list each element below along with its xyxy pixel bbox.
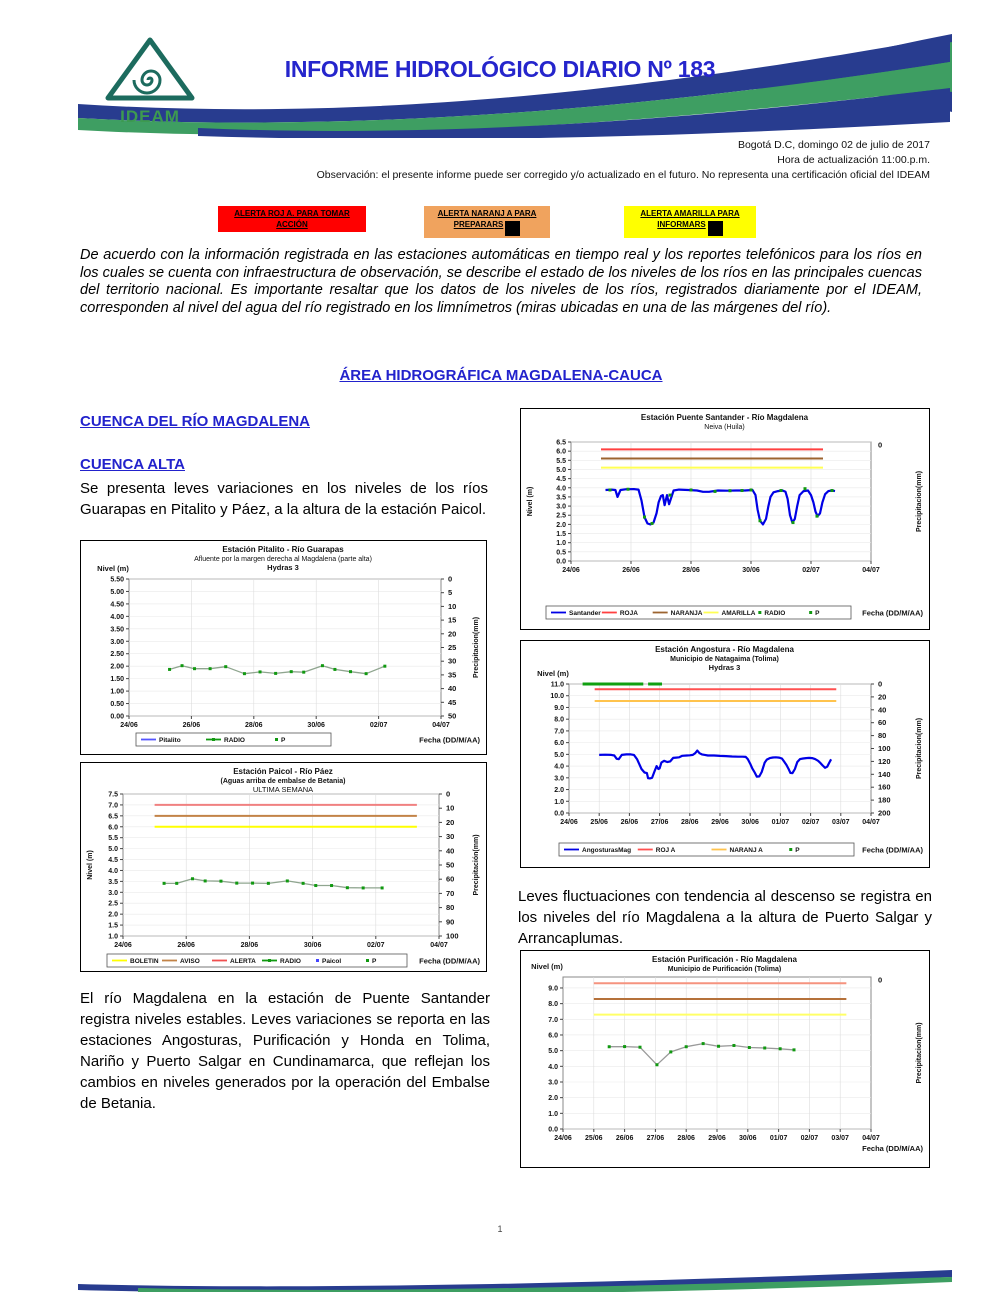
y-tick-label: 6.0 <box>108 824 118 832</box>
x-tick-label: 02/07 <box>800 1135 819 1142</box>
x-axis-label: Fecha (DD/M/AA) <box>862 608 923 618</box>
meta-update-time: Hora de actualización 11:00.p.m. <box>777 154 930 166</box>
legend-label: AngosturasMag <box>582 847 632 854</box>
legend-label: P <box>281 737 286 744</box>
series-marker <box>750 488 753 491</box>
x-tick-label: 28/06 <box>245 722 263 729</box>
x-tick-label: 30/06 <box>739 1135 757 1142</box>
legend-label: Paicol <box>322 958 342 965</box>
y-tick-label: 7.5 <box>108 791 118 799</box>
y-tick-label: 4.50 <box>110 601 124 609</box>
series-marker <box>235 882 238 885</box>
x-tick-label: 24/06 <box>562 567 580 574</box>
plot-area <box>571 442 871 561</box>
series-marker <box>209 667 212 670</box>
series-marker <box>193 667 196 670</box>
legend-marker <box>268 959 271 962</box>
meta-block <box>70 138 930 183</box>
legend-label: BOLETIN <box>130 958 159 965</box>
y-tick-label: 4.0 <box>556 485 566 493</box>
series-marker <box>639 1046 642 1049</box>
series-marker <box>651 522 654 525</box>
alert-red-badge <box>218 206 366 232</box>
x-tick-label: 26/06 <box>622 567 640 574</box>
x-tick-label: 03/07 <box>831 1135 849 1142</box>
x-tick-label: 24/06 <box>120 722 138 729</box>
chart-title: Estación Pitalito - Río Guarapas <box>222 545 344 554</box>
series-marker <box>804 487 807 490</box>
chart-subtitle: Afluente por la margen derecha al Magdalena (parte alta) <box>194 556 372 563</box>
chart-purificacion <box>520 950 930 1168</box>
right-tick-label: 60 <box>878 718 887 728</box>
series-marker <box>383 665 386 668</box>
y-tick-label: 7.0 <box>548 1016 558 1024</box>
y-tick-label: 9.0 <box>548 985 558 993</box>
series-marker <box>362 886 365 889</box>
legend-label: RADIO <box>764 610 786 617</box>
x-tick-label: 04/07 <box>432 722 450 729</box>
y-tick-label: 9.0 <box>554 704 564 712</box>
right-tick-label: 5 <box>448 588 453 598</box>
x-tick-label: 02/07 <box>802 567 820 574</box>
series-marker <box>302 671 305 674</box>
y-tick-label: 5.5 <box>108 835 118 843</box>
y-tick-label: 1.0 <box>108 933 118 941</box>
x-tick-label: 04/07 <box>862 819 880 826</box>
series-marker <box>191 877 194 880</box>
series-marker <box>251 882 254 885</box>
chart-canvas <box>81 763 485 970</box>
series-marker <box>690 488 693 491</box>
right-tick-label: 120 <box>878 756 891 766</box>
footer-swoosh <box>78 1268 952 1292</box>
chart-subtitle2: Hydras 3 <box>267 563 299 572</box>
x-tick-label: 30/06 <box>741 819 759 826</box>
paragraph-cuenca-alta: Se presenta leves variaciones en los niveles de los ríos Guarapas en Pitalito y Páez, a la altura de la estación Paicol. <box>80 480 488 518</box>
y-tick-label: 8.0 <box>554 716 564 724</box>
right-tick-label: 45 <box>448 697 457 707</box>
chart-title: Estación Purificación - Río Magdalena <box>652 955 797 964</box>
series-marker <box>685 1045 688 1048</box>
legend-label: Pitalito <box>159 737 181 744</box>
x-tick-label: 27/06 <box>646 1135 665 1142</box>
series-marker <box>643 516 646 519</box>
y-tick-label: 2.0 <box>556 521 566 529</box>
right-tick-label: 200 <box>878 808 891 818</box>
series-marker <box>669 1050 672 1053</box>
legend-label: NARANJ A <box>729 847 763 854</box>
y-axis-label: Nivel (m) <box>537 669 569 678</box>
x-tick-label: 29/06 <box>708 1135 726 1142</box>
series-marker <box>793 1048 796 1051</box>
intro-paragraph: De acuerdo con la información registrada en las estaciones automáticas en tiempo real y los reportes telefónicos para los ríos en los cuales se cuenta con infraestructura de observación, se describe el estado de los niveles de los ríos en las principales cuencas del territorio nacional. Es importante resaltar que los datos de los niveles de los ríos, registrados diariamente por el IDEAM, corresponden al nivel del agua del río registrado en los limnímetros (miras ubicadas en una de las márgenes del río). <box>80 247 922 316</box>
series-marker <box>349 670 352 673</box>
legend-marker <box>758 611 761 614</box>
right-tick-label: 0 <box>878 440 883 450</box>
right-axis-label: Precipitacion(mm) <box>916 717 923 780</box>
right-tick-label: 70 <box>446 888 455 898</box>
x-tick-label: 28/06 <box>681 819 699 826</box>
right-tick-label: 0 <box>878 975 883 985</box>
chart-angostura <box>520 640 930 868</box>
right-tick-label: 20 <box>878 692 887 702</box>
page-number: 1 <box>497 1224 503 1234</box>
y-tick-label: 1.5 <box>556 531 566 539</box>
x-tick-label: 28/06 <box>240 942 259 949</box>
y-tick-label: 6.5 <box>556 439 566 447</box>
y-tick-label: 2.50 <box>110 651 124 659</box>
series-marker <box>627 488 630 491</box>
chart-subtitle: Municipio de Purificación (Tolima) <box>667 966 782 973</box>
x-tick-label: 25/06 <box>585 1135 603 1142</box>
redaction-box <box>708 221 723 236</box>
chart-subtitle: Municipio de Natagaima (Tolima) <box>670 656 779 663</box>
series-marker <box>204 879 207 882</box>
series-marker <box>609 488 612 491</box>
x-axis-label: Fecha (DD/M/AA) <box>419 735 480 745</box>
x-tick-label: 03/07 <box>832 819 850 826</box>
y-tick-label: 5.5 <box>556 457 566 465</box>
series-marker <box>608 1045 611 1048</box>
right-tick-label: 40 <box>448 684 457 694</box>
right-tick-label: 50 <box>448 711 457 721</box>
alert-red-line2: ACCIÓN <box>276 220 308 229</box>
legend-label: RADIO <box>224 737 245 744</box>
x-tick-label: 30/06 <box>303 942 322 949</box>
y-tick-label: 1.50 <box>110 676 124 684</box>
series-marker <box>365 672 368 675</box>
right-axis-label: Precipitación(mm) <box>473 834 480 896</box>
legend-label: P <box>815 610 820 617</box>
x-tick-label: 30/06 <box>742 567 760 574</box>
y-tick-label: 5.0 <box>554 751 564 759</box>
series-marker <box>779 1047 782 1050</box>
x-axis-label: Fecha (DD/M/AA) <box>862 845 923 855</box>
right-tick-label: 10 <box>448 601 457 611</box>
legend-marker <box>366 959 369 962</box>
right-tick-label: 15 <box>448 615 457 625</box>
x-tick-label: 24/06 <box>560 819 578 826</box>
y-tick-label: 6.0 <box>548 1032 558 1040</box>
x-tick-label: 26/06 <box>177 942 195 949</box>
right-tick-label: 60 <box>446 874 455 884</box>
right-tick-label: 90 <box>446 917 455 927</box>
paragraph-fluctuaciones: Leves fluctuaciones con tendencia al descenso se registra en los niveles del río Magdalena a la altura de Puerto Salgar y Arrancaplumas. <box>518 888 932 947</box>
y-tick-label: 1.0 <box>548 1110 558 1118</box>
y-tick-label: 8.0 <box>548 1001 558 1009</box>
right-tick-label: 35 <box>448 670 457 680</box>
y-tick-label: 0.50 <box>110 701 124 709</box>
chart-canvas <box>521 951 928 1166</box>
series-marker <box>321 664 324 667</box>
series-marker <box>780 489 783 492</box>
alert-yellow-line2: INFORMARS <box>628 219 752 236</box>
series-marker <box>302 882 305 885</box>
right-tick-label: 80 <box>878 731 887 741</box>
series-marker <box>623 1045 626 1048</box>
y-tick-label: 5.50 <box>110 576 124 584</box>
y-tick-label: 4.0 <box>554 763 564 771</box>
chart-subtitle: Neiva (Huila) <box>704 424 745 431</box>
x-tick-label: 04/07 <box>862 1135 880 1142</box>
chart-paicol <box>80 762 487 972</box>
legend-marker <box>316 959 319 962</box>
x-axis-label: Fecha (DD/M/AA) <box>419 956 480 966</box>
x-tick-label: 26/06 <box>615 1135 634 1142</box>
series-marker <box>330 884 333 887</box>
right-tick-label: 25 <box>448 643 457 652</box>
chart-title: Estación Angostura - Río Magdalena <box>655 645 794 654</box>
y-tick-label: 11.0 <box>550 681 564 689</box>
right-tick-label: 40 <box>446 846 455 856</box>
right-axis-label: Precipitacion(mm) <box>916 470 923 533</box>
chart-subtitle2: Hydras 3 <box>708 663 741 672</box>
chart-canvas <box>521 641 928 866</box>
legend-marker <box>809 611 812 614</box>
right-tick-label: 100 <box>446 931 459 941</box>
x-axis-label: Fecha (DD/M/AA) <box>862 1144 923 1153</box>
series-marker <box>714 490 717 493</box>
right-tick-label: 80 <box>446 903 455 913</box>
right-axis-label: Precipitacion(mm) <box>473 616 480 679</box>
x-tick-label: 24/06 <box>554 1135 572 1142</box>
right-tick-label: 160 <box>878 782 891 792</box>
right-tick-label: 30 <box>448 656 457 666</box>
legend-label: P <box>372 958 377 965</box>
cuenca-alta-heading: CUENCA ALTA <box>80 456 185 473</box>
right-tick-label: 30 <box>446 832 455 842</box>
x-tick-label: 04/07 <box>430 942 448 949</box>
series-marker <box>168 668 171 671</box>
legend-marker <box>789 848 792 851</box>
legend-label: AVISO <box>180 958 200 965</box>
x-tick-label: 24/06 <box>114 942 132 949</box>
series-marker <box>732 1044 735 1047</box>
x-tick-label: 27/06 <box>650 819 669 826</box>
series-marker <box>181 664 184 667</box>
series-marker <box>346 886 349 889</box>
y-tick-label: 2.5 <box>108 900 118 908</box>
y-tick-label: 3.0 <box>108 889 118 897</box>
y-tick-label: 10.0 <box>550 693 564 701</box>
legend-marker <box>275 738 278 741</box>
area-heading: ÁREA HIDROGRÁFICA MAGDALENA-CAUCA <box>339 367 663 384</box>
x-tick-label: 02/07 <box>801 819 820 826</box>
series-marker <box>163 882 166 885</box>
series-marker <box>259 670 262 673</box>
report-title: INFORME HIDROLÓGICO DIARIO Nº 183 <box>284 56 716 82</box>
plot-area <box>129 579 441 716</box>
legend-label: ROJ A <box>655 847 676 854</box>
x-tick-label: 25/06 <box>590 819 608 826</box>
y-tick-label: 3.0 <box>554 775 564 783</box>
series-marker <box>267 882 270 885</box>
y-tick-label: 6.5 <box>108 813 118 821</box>
legend-label: RADIO <box>280 958 301 965</box>
x-tick-label: 30/06 <box>307 722 325 729</box>
series-marker <box>286 879 289 882</box>
y-tick-label: 4.5 <box>556 476 566 484</box>
y-tick-label: 3.5 <box>556 494 566 502</box>
x-tick-label: 04/07 <box>862 567 880 574</box>
x-tick-label: 01/07 <box>769 1135 788 1142</box>
y-tick-label: 4.5 <box>108 857 118 865</box>
y-tick-label: 0.0 <box>554 810 564 818</box>
right-tick-label: 40 <box>878 705 887 715</box>
series-marker <box>729 489 732 492</box>
y-tick-label: 5.0 <box>108 846 118 854</box>
y-tick-label: 3.00 <box>110 638 124 646</box>
alert-orange-badge <box>424 206 550 238</box>
y-tick-label: 2.0 <box>554 787 564 795</box>
legend-marker <box>212 738 215 741</box>
right-tick-label: 180 <box>878 795 891 805</box>
y-tick-label: 1.0 <box>554 798 564 806</box>
y-tick-label: 2.0 <box>108 911 118 919</box>
series-marker <box>274 672 277 675</box>
right-tick-label: 0 <box>878 679 883 689</box>
series-marker <box>792 521 795 524</box>
y-tick-label: 4.0 <box>548 1063 558 1071</box>
y-tick-label: 2.00 <box>110 663 124 671</box>
y-axis-label: Nivel (m) <box>531 962 563 971</box>
right-axis-label: Precipitacion(mm) <box>916 1022 923 1084</box>
series-marker <box>702 1042 705 1045</box>
series-marker <box>717 1045 720 1048</box>
chart-subtitle: (Aguas arriba de embalse de Betania) <box>220 778 346 785</box>
series-marker <box>224 665 227 668</box>
chart-canvas <box>81 541 485 753</box>
right-tick-label: 20 <box>448 629 457 639</box>
legend-label: ALERTA <box>230 958 256 965</box>
meta-date: Bogotá D.C, domingo 02 de julio de 2017 <box>737 139 930 151</box>
y-tick-label: 7.0 <box>554 728 564 736</box>
y-tick-label: 7.0 <box>108 802 118 810</box>
ideam-logo <box>104 36 196 128</box>
ideam-logo-icon <box>104 36 196 104</box>
x-tick-label: 29/06 <box>711 819 729 826</box>
legend-label: ROJA <box>619 610 638 617</box>
y-tick-label: 2.5 <box>556 512 566 520</box>
right-tick-label: 100 <box>878 744 891 753</box>
series-marker <box>748 1046 751 1049</box>
series-marker <box>741 489 744 492</box>
y-tick-label: 6.0 <box>556 448 566 456</box>
series-marker <box>314 884 317 887</box>
series-marker <box>175 882 178 885</box>
y-tick-label: 4.00 <box>110 613 124 621</box>
x-tick-label: 28/06 <box>682 567 700 574</box>
x-tick-label: 28/06 <box>677 1135 695 1142</box>
series-marker <box>763 1046 766 1049</box>
y-tick-label: 3.50 <box>110 626 124 634</box>
series-marker <box>243 672 246 675</box>
series-marker <box>381 886 384 889</box>
series-marker <box>333 668 336 671</box>
alert-yellow-badge <box>624 206 756 238</box>
y-axis-label: Nivel (m) <box>87 850 94 880</box>
y-tick-label: 0.00 <box>110 713 124 721</box>
right-tick-label: 140 <box>878 769 891 779</box>
legend-label: Santander <box>569 610 601 617</box>
x-tick-label: 02/07 <box>369 722 388 729</box>
y-tick-label: 5.0 <box>556 466 566 474</box>
right-tick-label: 20 <box>446 817 455 827</box>
y-tick-label: 6.0 <box>554 740 564 748</box>
right-tick-label: 10 <box>446 803 455 813</box>
y-tick-label: 2.0 <box>548 1095 558 1103</box>
series-marker <box>290 670 293 673</box>
paragraph-magdalena: El río Magdalena en la estación de Puente Santander registra niveles estables. Leves variaciones se reporta en las estaciones Angosturas, Purificación y Honda en Tolima, Nariño y Puerto Salgar en Cundinamarca, que reflejan los cambios en niveles generados por la operación del Embalse de Betania. <box>80 990 490 1112</box>
right-tick-label: 50 <box>446 860 455 870</box>
y-tick-label: 5.0 <box>548 1048 558 1056</box>
y-tick-label: 3.5 <box>108 878 118 886</box>
chart-pitalito <box>80 540 487 755</box>
y-tick-label: 5.00 <box>110 588 124 596</box>
y-tick-label: 3.0 <box>556 503 566 511</box>
y-tick-label: 4.0 <box>108 867 118 875</box>
y-tick-label: 0.0 <box>556 558 566 566</box>
header-swoosh <box>78 34 952 138</box>
alert-red-line1: ALERTA ROJ A. PARA TOMAR <box>234 209 350 218</box>
logo-mountain-icon <box>108 40 192 98</box>
right-tick-label: 0 <box>446 789 451 799</box>
chart-title: Estación Puente Santander - Río Magdalena <box>640 413 809 422</box>
y-tick-label: 1.00 <box>110 688 124 696</box>
y-axis-label: Nivel (m) <box>97 564 129 573</box>
alert-yellow-line1: ALERTA AMARILLA PARA <box>640 209 740 218</box>
redaction-box <box>505 221 520 236</box>
y-tick-label: 1.0 <box>556 540 566 548</box>
alert-orange-line1: ALERTA NARANJ A PARA <box>437 209 537 218</box>
series-marker <box>759 519 762 522</box>
x-tick-label: 26/06 <box>620 819 639 826</box>
chart-subtitle2: ULTIMA SEMANA <box>252 785 314 794</box>
x-tick-label: 02/07 <box>367 942 385 949</box>
y-tick-label: 3.0 <box>548 1079 558 1087</box>
y-axis-label: Nivel (m) <box>527 486 534 517</box>
logo-label: IDEAM <box>120 107 180 126</box>
cuenca-heading: CUENCA DEL RÍO MAGDALENA <box>80 413 311 430</box>
alert-orange-line2: PREPARARS <box>428 219 546 236</box>
y-tick-label: 0.5 <box>556 549 566 557</box>
series-marker <box>831 489 834 492</box>
y-tick-label: 1.5 <box>108 922 118 930</box>
x-tick-label: 01/07 <box>771 819 790 826</box>
series-marker <box>816 515 819 518</box>
right-tick-label: 0 <box>448 574 453 584</box>
chart-canvas <box>521 409 928 628</box>
x-tick-label: 26/06 <box>182 722 201 729</box>
chart-title: Estación Paicol - Río Páez <box>233 767 333 776</box>
chart-puente-santander <box>520 408 930 630</box>
meta-observation: Observación: el presente informe puede ser corregido y/o actualizado en el futuro. No representa una certificación oficial del IDEAM <box>316 169 930 181</box>
series-marker <box>219 880 222 883</box>
legend-label: NARANJA <box>670 610 703 617</box>
y-tick-label: 0.0 <box>548 1126 558 1134</box>
legend-label: AMARILLA <box>721 610 756 617</box>
series-marker <box>669 494 672 497</box>
series-marker <box>655 1063 658 1066</box>
legend-label: P <box>795 847 800 854</box>
